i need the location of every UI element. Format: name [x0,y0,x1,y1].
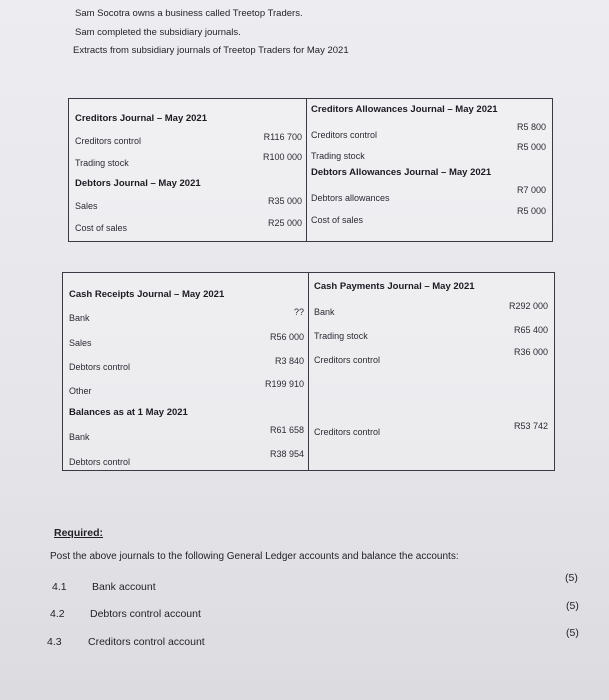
cpj-trading-stock-amount: R65 400 [513,325,548,335]
crj-sales-label: Sales [69,338,92,348]
item-marks: (5) [566,627,579,639]
debtors-journal-title: Debtors Journal – May 2021 [75,178,201,189]
cash-payments-title: Cash Payments Journal – May 2021 [314,281,475,292]
ca-trading-stock-amount: R5 000 [516,142,546,152]
cpj-creditors-control-label: Creditors control [314,355,381,365]
item-marks: (5) [566,600,579,612]
cj-creditors-control-label: Creditors control [75,136,142,146]
crj-bank-amount: ?? [293,307,304,317]
item-label: Debtors control account [90,608,201,620]
bal-creditors-label: Creditors control [314,427,381,437]
ca-trading-stock-label: Trading stock [311,151,365,161]
da-cost-of-sales-amount: R5 000 [516,206,546,216]
item-number: 4.3 [47,636,62,648]
cj-creditors-control-amount: R116 700 [263,132,302,142]
dj-cost-of-sales-label: Cost of sales [75,223,128,233]
da-cost-of-sales-label: Cost of sales [311,215,364,225]
da-debtors-allowances-label: Debtors allowances [311,193,390,203]
cj-trading-stock-label: Trading stock [75,158,129,168]
crj-bank-label: Bank [69,313,90,323]
required-instruction: Post the above journals to the following General Ledger accounts and balance the accounts: [50,551,459,562]
creditors-journal-title: Creditors Journal – May 2021 [75,113,207,124]
item-marks: (5) [565,572,578,584]
creditors-allowances-title: Creditors Allowances Journal – May 2021 [311,104,498,115]
item-number: 4.2 [50,608,65,620]
cpj-bank-amount: R292 000 [508,301,548,311]
bal-bank-label: Bank [69,432,90,442]
ca-creditors-control-amount: R5 800 [516,122,546,132]
crj-other-label: Other [69,386,92,396]
cpj-bank-label: Bank [314,307,335,317]
bal-bank-amount: R61 658 [269,425,304,435]
bal-debtors-amount: R38 954 [269,449,304,459]
item-label: Creditors control account [88,636,205,648]
intro-line-2: Sam completed the subsidiary journals. [75,27,241,38]
dj-cost-of-sales-amount: R25 000 [267,218,302,228]
cj-trading-stock-amount: R100 000 [262,152,302,162]
balances-title: Balances as at 1 May 2021 [69,407,188,418]
dj-sales-amount: R35 000 [267,196,302,206]
item-number: 4.1 [52,581,67,593]
box1-divider [306,98,307,241]
cpj-trading-stock-label: Trading stock [314,331,368,341]
ca-creditors-control-label: Creditors control [311,130,378,140]
bal-creditors-amount: R53 742 [513,421,548,431]
intro-line-1: Sam Socotra owns a business called Treetop Traders. [75,8,303,19]
debtors-allowances-title: Debtors Allowances Journal – May 2021 [311,167,492,178]
crj-debtors-control-label: Debtors control [69,362,131,372]
crj-other-amount: R199 910 [264,379,304,389]
cpj-creditors-control-amount: R36 000 [513,347,548,357]
box2-divider [308,272,309,470]
cash-receipts-title: Cash Receipts Journal – May 2021 [69,289,225,300]
dj-sales-label: Sales [75,201,98,211]
bal-debtors-label: Debtors control [69,457,131,467]
item-label: Bank account [92,581,156,593]
required-heading: Required: [54,527,104,539]
crj-sales-amount: R56 000 [269,332,304,342]
crj-debtors-control-amount: R3 840 [274,356,304,366]
da-debtors-allowances-amount: R7 000 [516,185,546,195]
intro-line-3: Extracts from subsidiary journals of Treetop Traders for May 2021 [73,45,349,56]
